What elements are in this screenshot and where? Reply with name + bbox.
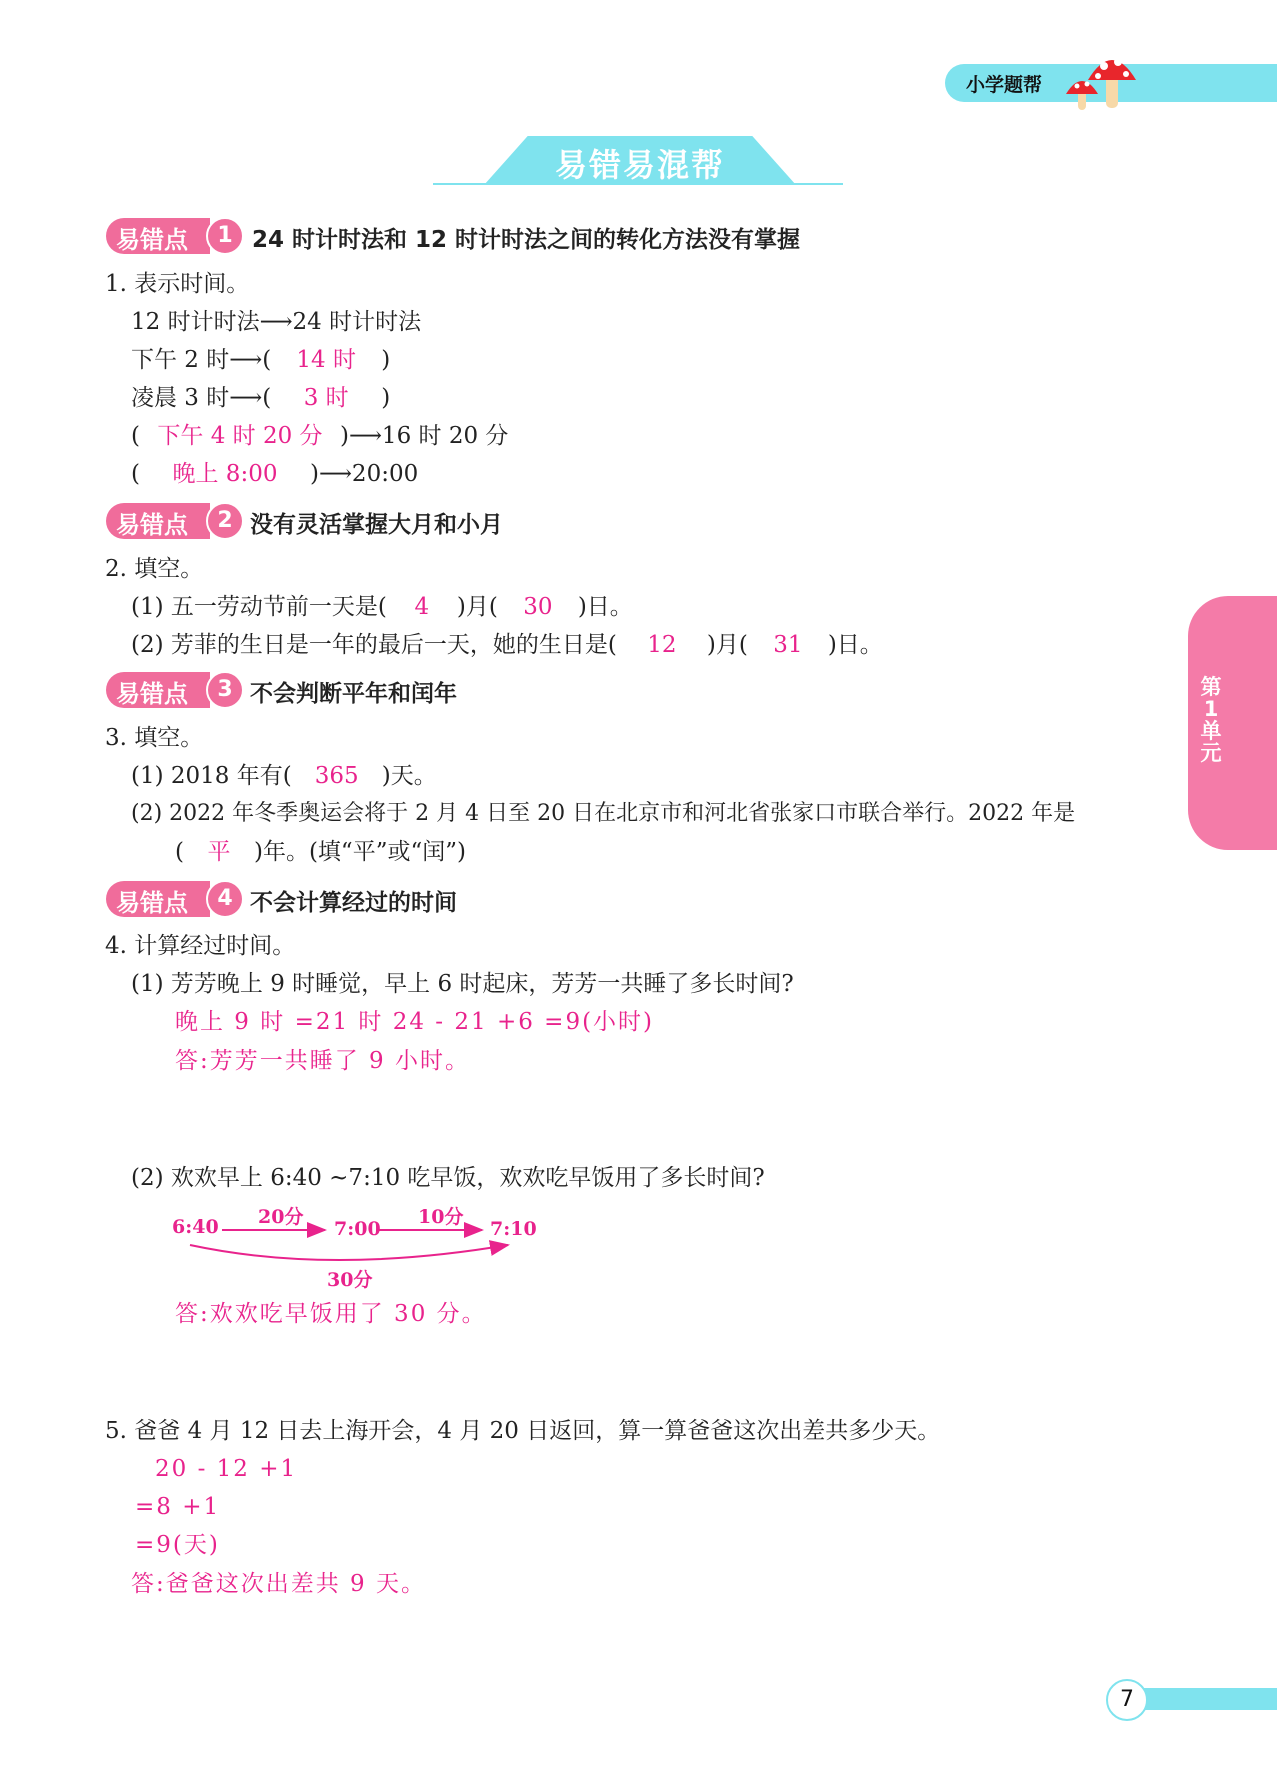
q5-answer: 答:爸爸这次出差共 9 天。 [131, 1571, 427, 1597]
error-tag: 易错点 [116, 889, 188, 917]
q1-answer-3: 下午 4 时 20 分 [157, 423, 323, 449]
error-description: 没有灵活掌握大月和小月 [250, 512, 503, 538]
error-tag: 易错点 [116, 226, 188, 254]
q2-answer-4: 31 [773, 632, 803, 658]
q5-work-1: 20 - 12 +1 [155, 1456, 298, 1482]
error-tag: 易错点 [116, 680, 188, 708]
error-number: 4 [206, 880, 244, 918]
duration-1: 20分 [258, 1206, 304, 1228]
q1-row-4: ( 晚上 8:00 )⟶20:00 [131, 461, 419, 487]
question-5-stem: 5. 爸爸 4 月 12 日去上海开会，4 月 20 日返回，算一算爸爸这次出差共多少天。 [105, 1418, 941, 1444]
q4-part-1: (1) 芳芳晚上 9 时睡觉，早上 6 时起床，芳芳一共睡了多长时间? [131, 971, 794, 997]
error-number: 2 [206, 502, 244, 540]
duration-total: 30分 [327, 1269, 373, 1291]
q5-work-3: =9(天) [135, 1532, 220, 1558]
error-number: 3 [206, 671, 244, 709]
error-description: 24 时计时法和 12 时计时法之间的转化方法没有掌握 [252, 227, 801, 253]
time-end: 7:10 [490, 1218, 537, 1240]
q3-part-2-blank: ( 平 )年。(填“平”或“闰”) [175, 839, 466, 865]
q1-row-1: 下午 2 时⟶( 14 时 ) [131, 347, 391, 373]
question-1-header: 12 时计时法⟶24 时计时法 [131, 309, 422, 335]
page-number: 7 [1106, 1679, 1148, 1721]
page-number-bar [1130, 1688, 1277, 1710]
q4-part-1-work: 晚上 9 时 =21 时 24 - 21 +6 =9(小时) [175, 1009, 655, 1035]
q1-row-2: 凌晨 3 时⟶( 3 时 ) [131, 385, 391, 411]
q5-work-2: =8 +1 [135, 1494, 221, 1520]
arrow-total [190, 1245, 508, 1260]
q2-answer-2: 30 [523, 594, 553, 620]
q3-answer-1: 365 [314, 763, 359, 789]
q2-answer-3: 12 [647, 632, 677, 658]
page-title: 易错易混帮 [554, 146, 725, 184]
q2-answer-1: 4 [414, 594, 430, 620]
duration-2: 10分 [418, 1206, 464, 1228]
error-description: 不会判断平年和闰年 [250, 681, 457, 707]
error-tag: 易错点 [116, 511, 188, 539]
q4-part-2: (2) 欢欢早上 6:40 ~7:10 吃早饭，欢欢吃早饭用了多长时间? [131, 1165, 765, 1191]
error-description: 不会计算经过的时间 [250, 890, 457, 916]
question-1-stem: 1. 表示时间。 [105, 271, 250, 297]
q3-part-1: (1) 2018 年有( 365 )天。 [131, 763, 437, 789]
q2-part-1: (1) 五一劳动节前一天是( 4 )月( 30 )日。 [131, 594, 633, 620]
q4-part-2-answer: 答:欢欢吃早饭用了 30 分。 [175, 1301, 487, 1327]
q1-answer-1: 14 时 [296, 347, 356, 373]
question-4-stem: 4. 计算经过时间。 [105, 933, 296, 959]
mushroom-icon [1060, 44, 1150, 116]
time-start: 6:40 [172, 1216, 219, 1238]
q2-part-2: (2) 芳菲的生日是一年的最后一天，她的生日是( 12 )月( 31 )日。 [131, 632, 883, 658]
unit-label: 第 1 单 元 [1200, 675, 1222, 765]
q1-answer-2: 3 时 [303, 385, 349, 411]
question-3-stem: 3. 填空。 [105, 725, 204, 751]
error-number: 1 [206, 217, 244, 255]
q4-part-1-answer: 答:芳芳一共睡了 9 小时。 [175, 1048, 471, 1074]
question-2-stem: 2. 填空。 [105, 556, 204, 582]
q1-row-3: ( 下午 4 时 20 分 )⟶16 时 20 分 [131, 423, 509, 449]
q3-answer-2: 平 [207, 839, 231, 865]
brand-label: 小学题帮 [966, 74, 1043, 96]
q1-answer-4: 晚上 8:00 [172, 461, 278, 487]
time-mid: 7:00 [334, 1218, 381, 1240]
q3-part-2: (2) 2022 年冬季奥运会将于 2 月 4 日至 20 日在北京市和河北省张家口市联合举行。2022 年是 [131, 801, 1076, 826]
